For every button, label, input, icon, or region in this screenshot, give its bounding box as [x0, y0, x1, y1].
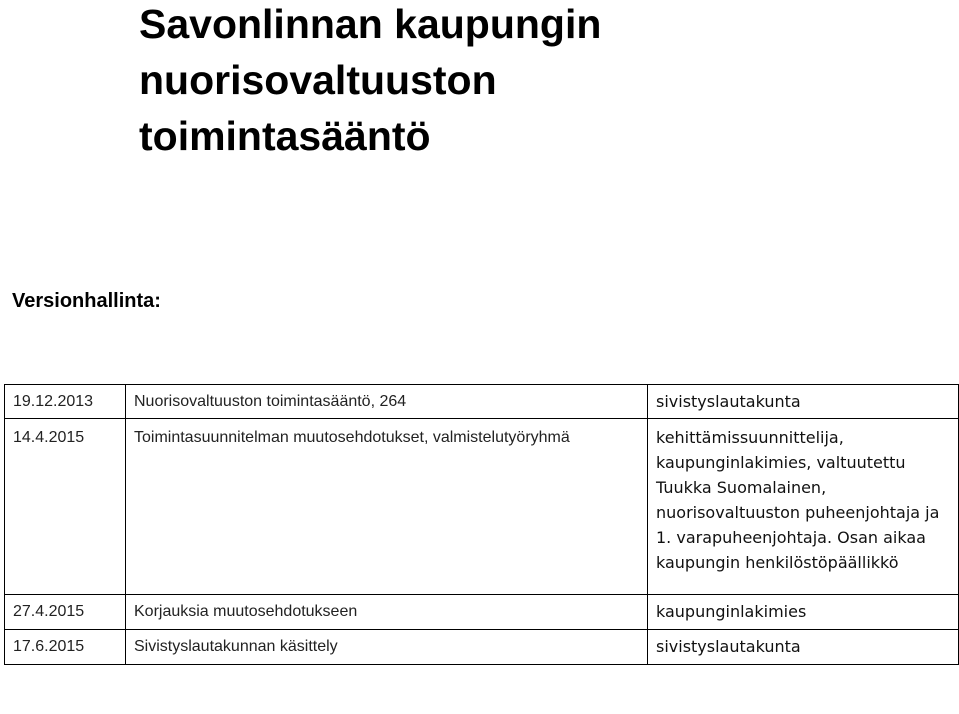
version-history-heading: Versionhallinta:: [12, 290, 161, 312]
version-description: Toimintasuunnitelman muutosehdotukset, valmistelutyöryhmä: [126, 419, 648, 595]
version-date: 17.6.2015: [5, 630, 126, 665]
version-date: 19.12.2013: [5, 385, 126, 419]
document-title: [139, 0, 939, 164]
version-date: 27.4.2015: [5, 595, 126, 630]
document-title-line: toimintasääntö: [139, 113, 431, 159]
version-approver: kehittämissuunnittelija, kaupunginlakimies, valtuutettu Tuukka Suomalainen, nuorisovaltuuston puheenjohtaja ja 1. varapuheenjohtaja. Osan aikaa kaupungin henkilöstöpäällikkö: [648, 419, 959, 595]
document-title-line: Savonlinnan kaupungin: [139, 1, 602, 47]
version-description: Korjauksia muutosehdotukseen: [126, 595, 648, 630]
table-row: [5, 385, 959, 419]
table-row: [5, 595, 959, 630]
table-row: [5, 630, 959, 665]
table-row: [5, 419, 959, 595]
version-approver: kaupunginlakimies: [648, 595, 959, 630]
version-approver: sivistyslautakunta: [648, 385, 959, 419]
version-description: Nuorisovaltuuston toimintasääntö, 264: [126, 385, 648, 419]
version-date: 14.4.2015: [5, 419, 126, 595]
version-description: Sivistyslautakunnan käsittely: [126, 630, 648, 665]
version-approver: sivistyslautakunta: [648, 630, 959, 665]
version-history-table: [4, 384, 959, 665]
document-title-line: nuorisovaltuuston: [139, 57, 497, 103]
